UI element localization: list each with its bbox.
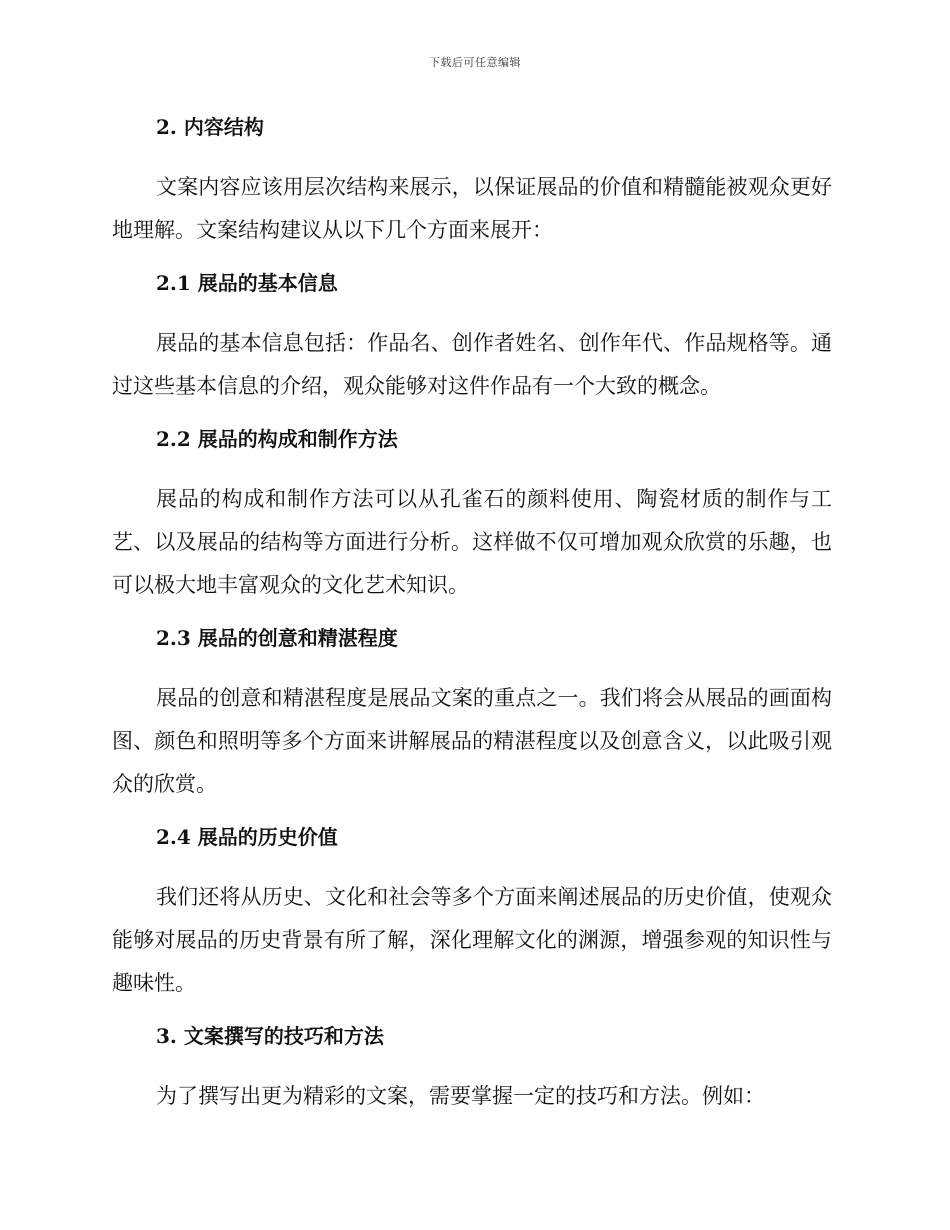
section-heading-creativity: 2.3 展品的创意和精湛程度 [156,626,398,650]
paragraph-writing-techniques: 为了撰写出更为精彩的文案，需要掌握一定的技巧和方法。例如： [156,1084,765,1108]
paragraph-composition-method: 展品的构成和制作方法可以从孔雀石的颜料使用、陶瓷材质的制作与工艺、以及展品的结构等方面进行分析。这样做不仅可增加观众欣赏的乐趣，也可以极大地丰富观众的文化艺术知识。 [112,487,832,597]
page-header-note: 下载后可任意编辑 [429,56,521,69]
paragraph-creativity: 展品的创意和精湛程度是展品文案的重点之一。我们将会从展品的画面构图、颜色和照明等多个方面来讲解展品的精湛程度以及创意含义，以此吸引观众的欣赏。 [112,686,832,796]
section-heading-content-structure: 2. 内容结构 [156,115,264,139]
paragraph-historical-value: 我们还将从历史、文化和社会等多个方面来阐述展品的历史价值，使观众能够对展品的历史背景有所了解，深化理解文化的渊源，增强参观的知识性与趣味性。 [112,885,832,995]
document-body [112,110,832,1132]
section-heading-basic-info: 2.1 展品的基本信息 [156,271,338,295]
section-heading-composition-method: 2.2 展品的构成和制作方法 [156,427,398,451]
section-heading-historical-value: 2.4 展品的历史价值 [156,825,338,849]
section-heading-writing-techniques: 3. 文案撰写的技巧和方法 [156,1024,384,1048]
paragraph-structure-intro: 文案内容应该用层次结构来展示，以保证展品的价值和精髓能被观众更好地理解。文案结构建议从以下几个方面来展开： [112,175,832,242]
paragraph-basic-info: 展品的基本信息包括：作品名、创作者姓名、创作年代、作品规格等。通过这些基本信息的介绍，观众能够对这件作品有一个大致的概念。 [112,331,832,398]
